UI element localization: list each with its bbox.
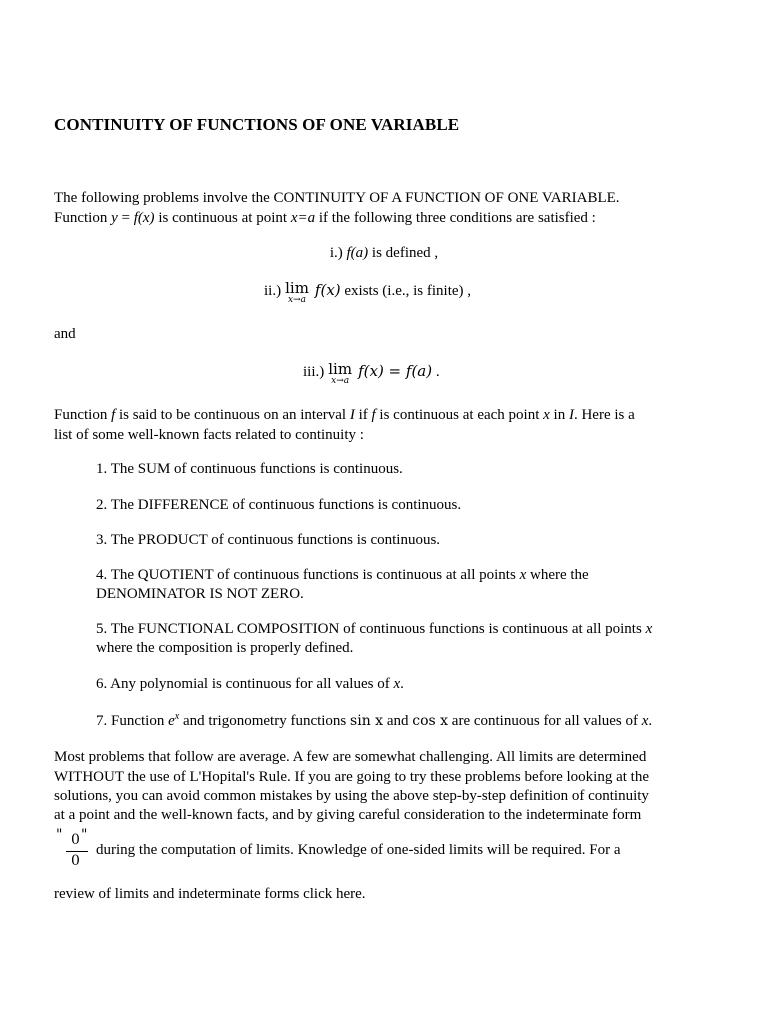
fact-7: 7. Function $e^x$ and trigonometry functions sin x and cos x are continuous for all values of x. — [96, 711, 653, 729]
interval-line-2: list of some well-known facts related to continuity : — [54, 427, 364, 443]
fact-6: 6. Any polynomial is continuous for all values of x. — [96, 676, 404, 692]
closing-line-4: at a point and the well-known facts, and by giving careful consideration to the indeterminate form — [54, 807, 642, 823]
intro-line-1: The following problems involve the CONTINUITY OF A FUNCTION OF ONE VARIABLE. — [54, 190, 620, 206]
condition-3: iii.) lim x→a f(x) = f(a) . — [303, 360, 440, 386]
fact-1: 1. The SUM of continuous functions is continuous. — [96, 461, 403, 477]
closing-line-3: solutions, you can avoid common mistakes by using the above step-by-step definition of continuity — [54, 788, 649, 804]
intro-line-2: Function y = f(x) is continuous at point x=a if the following three conditions are satisfied : — [54, 210, 596, 226]
fact-2: 2. The DIFFERENCE of continuous functions is continuous. — [96, 497, 462, 513]
closing-line-6: review of limits and indeterminate forms click here. — [54, 886, 366, 902]
condition-2: ii.) lim x→a f(x) exists (i.e., is finite) , — [264, 279, 472, 305]
interval-line-1: Function f is said to be continuous on an interval I if f is continuous at each point x in I. Here is a — [54, 407, 635, 423]
limit-notation: lim x→a — [328, 360, 353, 386]
closing-line-2: WITHOUT the use of L'Hopital's Rule. If you are going to try these problems before looking at the — [54, 769, 649, 785]
fact-4-line-2: DENOMINATOR IS NOT ZERO. — [96, 586, 304, 602]
page-title: CONTINUITY OF FUNCTIONS OF ONE VARIABLE — [54, 115, 460, 134]
limit-notation: lim x→a — [285, 279, 309, 305]
closing-line-1: Most problems that follow are average. A few are somewhat challenging. All limits are determined — [54, 749, 647, 765]
fact-5: 5. The FUNCTIONAL COMPOSITION of continuous functions is continuous at all points x — [96, 621, 653, 637]
fact-4: 4. The QUOTIENT of continuous functions is continuous at all points x where the — [96, 567, 589, 583]
fact-5-line-2: where the composition is properly defined. — [96, 640, 354, 656]
fact-3: 3. The PRODUCT of continuous functions is continuous. — [96, 532, 441, 548]
closing-line-5: during the computation of limits. Knowledge of one-sided limits will be required. For a — [96, 842, 621, 858]
condition-1: i.) f(a) is defined , — [329, 245, 439, 261]
and-word: and — [54, 326, 76, 342]
